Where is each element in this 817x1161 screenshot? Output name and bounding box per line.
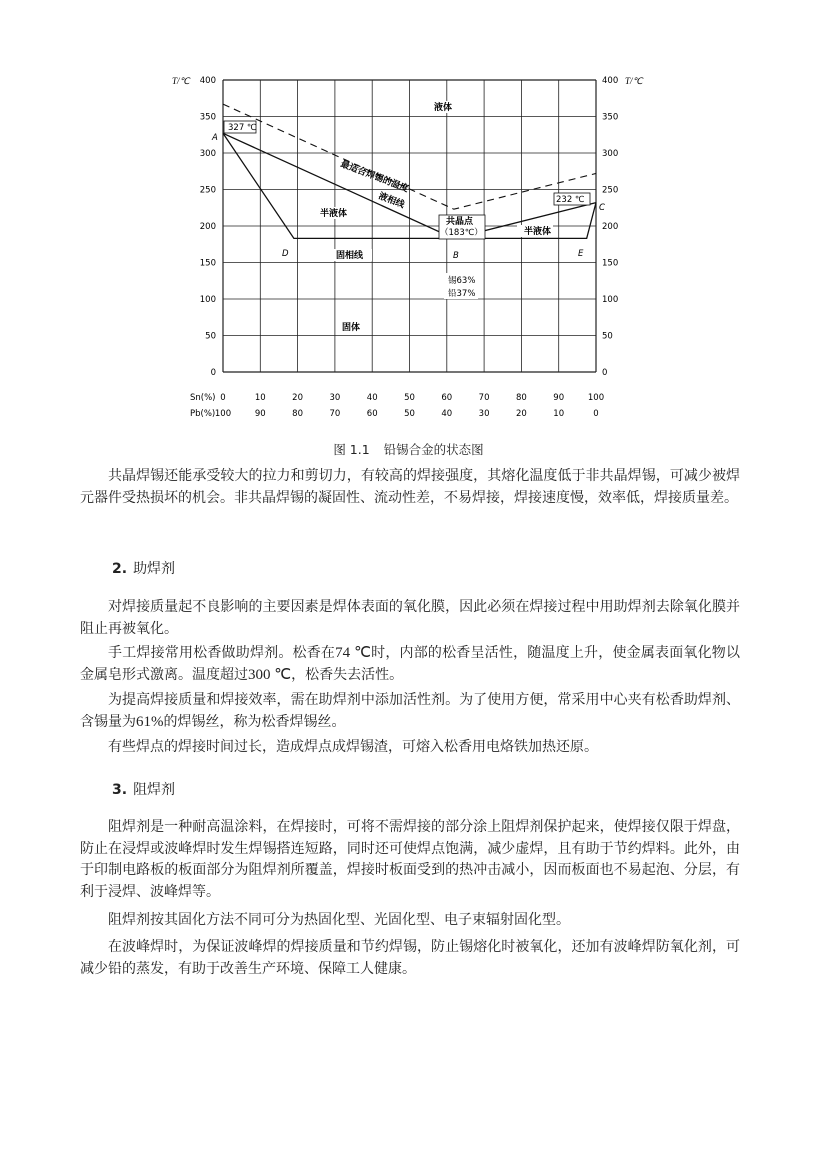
sn-tick-label: 70: [478, 393, 490, 403]
tin-61: 61%: [136, 713, 164, 730]
paragraph-eutectic-solder: 共晶焊锡还能承受较大的拉力和剪切力，有较高的焊接强度，其熔化温度低于非共晶焊锡，可减少被焊元器件受热损坏的机会。非共晶焊锡的凝固性、流动性差，不易焊接，焊接速度慢，效率低，焊接质量差。: [80, 468, 740, 506]
paragraph-curing-types: 阻焊剂按其固化方法不同可分为热固化型、光固化型、电子束辐射固化型。: [108, 912, 570, 928]
label-solidus: 固相线: [336, 251, 364, 261]
text: 的焊锡丝，称为松香焊锡丝。: [163, 713, 346, 730]
y-tick-label-left: 0: [210, 368, 216, 378]
section-title: 助焊剂: [133, 561, 176, 577]
sn-tick-label: 40: [366, 393, 378, 403]
sn-tick-label: 20: [292, 393, 304, 403]
figure-title: 铅锡合金的状态图: [383, 442, 484, 457]
section-heading-solder-resist: [112, 779, 175, 799]
section-heading-flux: [112, 558, 175, 578]
section-number: 3.: [112, 782, 128, 798]
sn-axis-label: Sn(%): [190, 393, 216, 403]
label-semi-liquid-right: 半液体: [524, 227, 552, 237]
text: ，松香失去活性。: [291, 666, 404, 683]
figure-caption: [0, 440, 817, 458]
paragraph-solder-resist: 阻焊剂是一种耐高温涂料，在焊接时，可将不需焊接的部分涂上阻焊剂保护起来，使焊接仅限于焊盘，防止在浸焊或波峰焊时发生焊锡搭连短路，同时还可使焊点饱满，减少虚焊，且有助于节约焊料。此外，由于印制电路板的板面部分为阻焊剂所覆盖，焊接时板面受到的热冲击减小，因而板面也不易起泡、分层，有利于浸焊、波峰焊等。: [80, 819, 740, 900]
y-axis-label-left: T/℃: [172, 76, 190, 86]
y-axis-label-right: T/℃: [625, 76, 643, 86]
pb-tick-label: 90: [254, 409, 266, 419]
y-tick-label-right: 350: [602, 112, 619, 123]
y-tick-label-right: 100: [602, 295, 619, 305]
y-tick-label-left: 250: [199, 185, 216, 196]
y-tick-label-right: 200: [602, 222, 619, 232]
label-liquid: 液体: [434, 103, 453, 113]
sn-tick-label: 30: [329, 393, 341, 403]
temp-300: 300 ℃: [248, 666, 292, 683]
label-point-a: A: [212, 133, 218, 143]
label-tin-pct: 锡63%: [448, 276, 476, 286]
label-temp-c: 232 ℃: [556, 195, 585, 205]
sn-tick-label: 0: [220, 393, 226, 403]
text: 时，内部的松香呈活性，随温度上升，使金属表面氧化物以金属皂形式激离。温度超过: [80, 645, 741, 683]
text: 为提高焊接质量和焊接效率，需在助焊剂中添加活性剂。为了使用方便，常采用中心夹有松香助焊剂、含锡量为: [80, 692, 740, 730]
section-number: 2.: [112, 561, 128, 577]
label-liquidus: 液相线: [376, 191, 406, 211]
label-semi-liquid-left: 半液体: [320, 209, 348, 219]
temp-74: 74 ℃: [335, 645, 372, 661]
y-tick-label-right: 0: [602, 368, 608, 378]
pb-tick-label: 10: [553, 409, 565, 419]
sn-tick-label: 100: [587, 393, 605, 403]
y-tick-label-left: 300: [199, 149, 216, 159]
paragraph-solder-dross: 有些焊点的焊接时间过长，造成焊点成焊锡渣，可熔入松香用电烙铁加热还原。: [108, 739, 598, 755]
y-tick-label-right: 150: [602, 258, 619, 269]
y-tick-label-right: 400: [602, 76, 619, 86]
pb-tick-label: 60: [366, 409, 378, 419]
pb-tick-label: 100: [214, 409, 232, 419]
y-tick-labels: [200, 76, 618, 378]
paragraph-rosin-flux: [80, 643, 740, 686]
label-point-d: D: [282, 249, 289, 259]
figure-number: 图 1.1: [333, 442, 370, 457]
pb-tick-label: 20: [515, 409, 527, 419]
label-solid: 固体: [342, 323, 361, 333]
pb-axis-label: Pb(%): [190, 409, 216, 419]
label-best-temp: 最适合焊锡的温度: [338, 159, 410, 195]
label-temp-a: 327 ℃: [228, 123, 257, 133]
pb-tick-label: 30: [478, 409, 490, 419]
label-point-c: C: [599, 203, 605, 213]
label-point-b: B: [453, 251, 459, 261]
sn-tick-label: 80: [515, 393, 527, 403]
y-tick-label-left: 200: [199, 222, 216, 232]
paragraph-oxide-film: 对焊接质量起不良影响的主要因素是焊体表面的氧化膜，因此必须在焊接过程中用助焊剂去除氧化膜并阻止再被氧化。: [80, 599, 740, 637]
y-tick-label-right: 300: [602, 149, 619, 159]
label-eutectic-temp: （183℃）: [440, 228, 483, 238]
section-title: 阻焊剂: [133, 782, 176, 798]
phase-diagram: [160, 72, 643, 432]
y-tick-label-left: 400: [199, 76, 216, 86]
label-lead-pct: 铅37%: [448, 289, 476, 299]
sn-tick-label: 60: [441, 393, 453, 403]
pb-tick-label: 50: [404, 409, 415, 419]
label-point-e: E: [578, 249, 584, 259]
x-tick-labels: [215, 393, 604, 419]
sn-tick-label: 50: [404, 393, 415, 403]
pb-tick-label: 80: [292, 409, 304, 419]
label-eutectic: 共晶点: [446, 217, 474, 227]
y-tick-label-left: 150: [199, 258, 216, 269]
y-tick-label-left: 350: [199, 112, 216, 123]
paragraph-activator: [80, 690, 740, 733]
sn-tick-label: 90: [553, 393, 565, 403]
text: 手工焊接常用松香做助焊剂。松香在: [108, 645, 336, 661]
sn-tick-label: 10: [254, 393, 266, 403]
pb-tick-label: 0: [593, 409, 599, 419]
y-tick-label-right: 250: [602, 185, 619, 196]
pb-tick-label: 40: [441, 409, 453, 419]
pb-tick-label: 70: [329, 409, 341, 419]
paragraph-anti-oxidant: 在波峰焊时，为保证波峰焊的焊接质量和节约焊锡，防止锡熔化时被氧化，还加有波峰焊防氧化剂，可减少铅的蒸发，有助于改善生产环境、保障工人健康。: [80, 939, 740, 977]
y-tick-label-right: 50: [602, 331, 613, 342]
y-tick-label-left: 100: [199, 295, 216, 305]
y-tick-label-left: 50: [205, 331, 216, 342]
